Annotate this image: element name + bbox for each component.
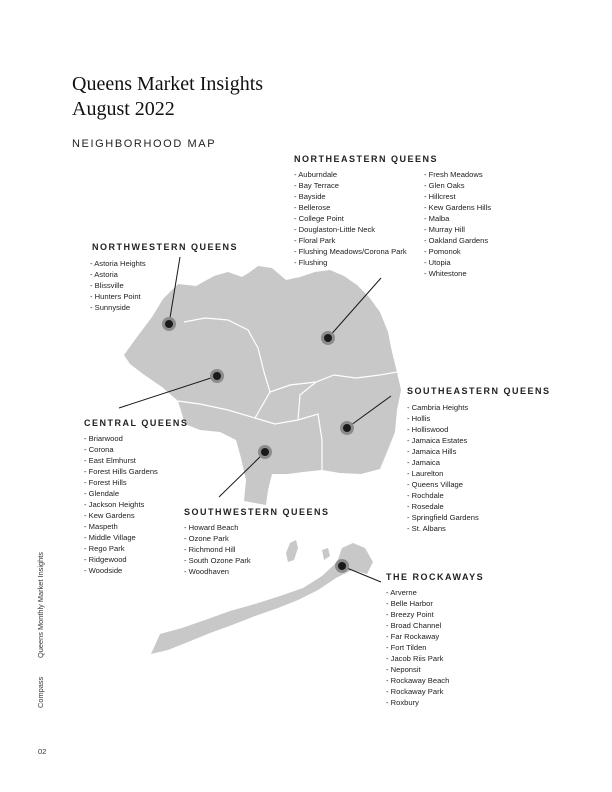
list-item: - Floral Park xyxy=(294,235,407,246)
list-item: - Fort Tilden xyxy=(386,642,449,653)
list-item: - Ozone Park xyxy=(184,533,251,544)
list-item: - Woodhaven xyxy=(184,566,251,577)
side-brand-label: Compass xyxy=(36,676,45,708)
list-item: - Glen Oaks xyxy=(424,180,491,191)
list-item: - Sunnyside xyxy=(90,302,146,313)
list-item: - South Ozone Park xyxy=(184,555,251,566)
list-item: - Forest Hills Gardens xyxy=(84,466,158,477)
region-title-southeastern: SOUTHEASTERN QUEENS xyxy=(407,386,551,396)
list-item: - Astoria xyxy=(90,269,146,280)
list-item: - Jamaica xyxy=(407,457,479,468)
list-item: - Hillcrest xyxy=(424,191,491,202)
list-item: - Cambria Heights xyxy=(407,402,479,413)
list-item: - East Elmhurst xyxy=(84,455,158,466)
list-item: - Roxbury xyxy=(386,697,449,708)
page-number: 02 xyxy=(38,747,47,756)
list-item: - Kew Gardens Hills xyxy=(424,202,491,213)
list-item: - Malba xyxy=(424,213,491,224)
list-item: - Belle Harbor xyxy=(386,598,449,609)
list-item: - Jamaica Hills xyxy=(407,446,479,457)
list-item: - Whitestone xyxy=(424,268,491,279)
list-item: - Rego Park xyxy=(84,543,158,554)
list-item: - Queens Village xyxy=(407,479,479,490)
list-item: - Woodside xyxy=(84,565,158,576)
region-title-southwestern: SOUTHWESTERN QUEENS xyxy=(184,507,330,517)
leader-line-central xyxy=(119,376,217,408)
list-item: - Rockaway Beach xyxy=(386,675,449,686)
list-item: - Forest Hills xyxy=(84,477,158,488)
list-item: - Corona xyxy=(84,444,158,455)
neighborhood-list-central xyxy=(84,433,158,576)
marker-northeastern xyxy=(321,331,335,345)
list-item: - College Point xyxy=(294,213,407,224)
map-subtitle: NEIGHBORHOOD MAP xyxy=(72,138,217,150)
neighborhood-list-rockaways xyxy=(386,587,449,708)
list-item: - Rockaway Park xyxy=(386,686,449,697)
list-item: - Jackson Heights xyxy=(84,499,158,510)
list-item: - Rochdale xyxy=(407,490,479,501)
list-item: - Holliswood xyxy=(407,424,479,435)
list-item: - Middle Village xyxy=(84,532,158,543)
list-item: - Flushing Meadows/Corona Park xyxy=(294,246,407,257)
list-item: - Neponsit xyxy=(386,664,449,675)
list-item: - Pomonok xyxy=(424,246,491,257)
list-item: - Bay Terrace xyxy=(294,180,407,191)
marker-rockaways xyxy=(335,559,349,573)
list-item: - Oakland Gardens xyxy=(424,235,491,246)
region-title-rockaways: THE ROCKAWAYS xyxy=(386,572,485,582)
list-item: - Rosedale xyxy=(407,501,479,512)
list-item: - Hollis xyxy=(407,413,479,424)
list-item: - Springfield Gardens xyxy=(407,512,479,523)
side-publication-label: Queens Monthly Market Insights xyxy=(36,552,45,658)
leader-line-southeastern xyxy=(347,396,391,428)
list-item: - Bellerose xyxy=(294,202,407,213)
list-item: - Blissville xyxy=(90,280,146,291)
neighborhood-list-northeastern-col1 xyxy=(294,169,407,268)
list-item: - Laurelton xyxy=(407,468,479,479)
list-item: - Utopia xyxy=(424,257,491,268)
marker-central xyxy=(210,369,224,383)
list-item: - Auburndale xyxy=(294,169,407,180)
list-item: - Breezy Point xyxy=(386,609,449,620)
title-line-2: August 2022 xyxy=(72,98,175,120)
neighborhood-list-northeastern-col2 xyxy=(424,169,491,279)
list-item: - Richmond Hill xyxy=(184,544,251,555)
list-item: - Arverne xyxy=(386,587,449,598)
leader-line-southwestern xyxy=(219,452,265,497)
list-item: - Douglaston-Little Neck xyxy=(294,224,407,235)
list-item: - Jacob Riis Park xyxy=(386,653,449,664)
list-item: - Briarwood xyxy=(84,433,158,444)
list-item: - Murray Hill xyxy=(424,224,491,235)
list-item: - Ridgewood xyxy=(84,554,158,565)
marker-southwestern xyxy=(258,445,272,459)
neighborhood-list-northwestern xyxy=(90,258,146,313)
list-item: - Maspeth xyxy=(84,521,158,532)
title-line-1: Queens Market Insights xyxy=(72,73,264,95)
list-item: - Glendale xyxy=(84,488,158,499)
list-item: - Hunters Point xyxy=(90,291,146,302)
marker-northwestern xyxy=(162,317,176,331)
region-title-central: CENTRAL QUEENS xyxy=(84,418,189,428)
list-item: - Astoria Heights xyxy=(90,258,146,269)
list-item: - Jamaica Estates xyxy=(407,435,479,446)
list-item: - Flushing xyxy=(294,257,407,268)
list-item: - Fresh Meadows xyxy=(424,169,491,180)
neighborhood-list-southeastern xyxy=(407,402,479,534)
list-item: - Bayside xyxy=(294,191,407,202)
region-title-northeastern: NORTHEASTERN QUEENS xyxy=(294,154,439,164)
list-item: - Far Rockaway xyxy=(386,631,449,642)
neighborhood-list-southwestern xyxy=(184,522,251,577)
list-item: - Howard Beach xyxy=(184,522,251,533)
leader-line-northeastern xyxy=(328,278,381,338)
list-item: - Broad Channel xyxy=(386,620,449,631)
region-title-northwestern: NORTHWESTERN QUEENS xyxy=(92,242,239,252)
marker-southeastern xyxy=(340,421,354,435)
leader-line-northwestern xyxy=(169,257,180,324)
list-item: - Kew Gardens xyxy=(84,510,158,521)
list-item: - St. Albans xyxy=(407,523,479,534)
